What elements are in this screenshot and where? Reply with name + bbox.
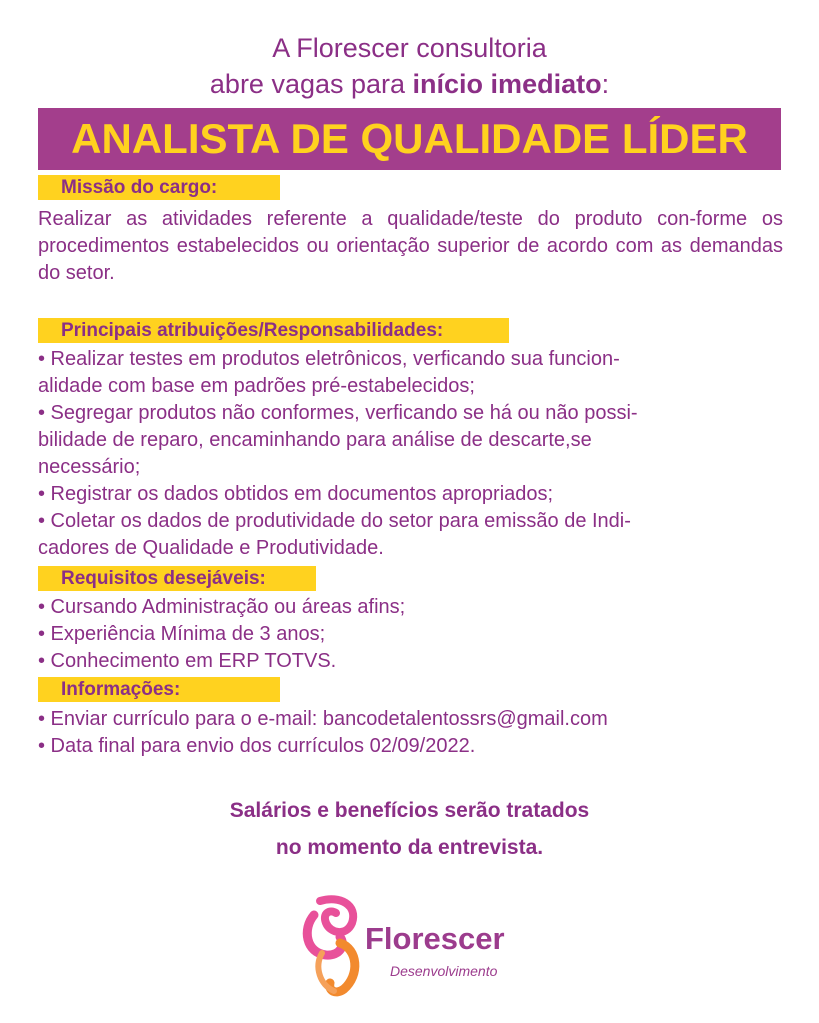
responsibility-line: • Segregar produtos não conformes, verficando se há ou não possi- (38, 402, 638, 424)
responsibilities-list (38, 346, 783, 562)
intro-line-2-suffix: : (601, 69, 610, 99)
responsibility-line: bilidade de reparo, encaminhando para análise de descarte,se (38, 429, 592, 451)
responsibility-line: necessário; (38, 456, 141, 478)
requirement-line: • Experiência Mínima de 3 anos; (38, 623, 326, 645)
responsibilities-label: Principais atribuições/Responsabilidades: (38, 318, 509, 343)
logo-name: Florescer (365, 921, 505, 956)
florescer-logo (300, 893, 530, 1003)
intro-line-2 (0, 66, 819, 102)
responsibility-line: cadores de Qualidade e Produtividade. (38, 537, 384, 559)
responsibility-line: • Coletar os dados de produtividade do setor para emissão de Indi- (38, 510, 631, 532)
info-deadline-line: • Data final para envio dos currículos 02/09/2022. (38, 735, 476, 757)
closing-line-2: no momento da entrevista. (275, 836, 544, 859)
intro-start-highlight: início imediato (412, 69, 602, 99)
mission-text: Realizar as atividades referente a qualidade/teste do produto con-forme os procedimentos estabelecidos ou orientação superior de acordo com as demandas do setor. (38, 208, 783, 284)
closing-note (0, 792, 819, 866)
info-list (38, 706, 783, 760)
job-title: ANALISTA DE QUALIDADE LÍDER (71, 115, 748, 162)
responsibility-line: • Registrar os dados obtidos em documentos apropriados; (38, 483, 554, 505)
requirement-line: • Cursando Administração ou áreas afins; (38, 596, 406, 618)
intro-heading (0, 30, 819, 102)
intro-line-1: A Florescer consultoria (272, 33, 547, 63)
responsibility-line: • Realizar testes em produtos eletrônicos, verficando sua funcion- (38, 348, 620, 370)
requirements-list (38, 594, 783, 675)
requirement-line: • Conhecimento em ERP TOTVS. (38, 650, 337, 672)
logo-subtitle: Desenvolvimento (390, 963, 498, 979)
info-label: Informações: (38, 677, 280, 702)
info-email-line: • Enviar currículo para o e-mail: bancodetalentossrs@gmail.com (38, 708, 608, 730)
job-title-banner (38, 108, 781, 170)
requirements-label: Requisitos desejáveis: (38, 566, 316, 591)
mission-label: Missão do cargo: (38, 175, 280, 200)
intro-line-2-prefix: abre vagas para (209, 69, 413, 99)
flower-petals-icon (300, 893, 370, 998)
closing-line-1: Salários e benefícios serão tratados (229, 799, 590, 822)
responsibility-line: alidade com base em padrões pré-estabelecidos; (38, 375, 475, 397)
